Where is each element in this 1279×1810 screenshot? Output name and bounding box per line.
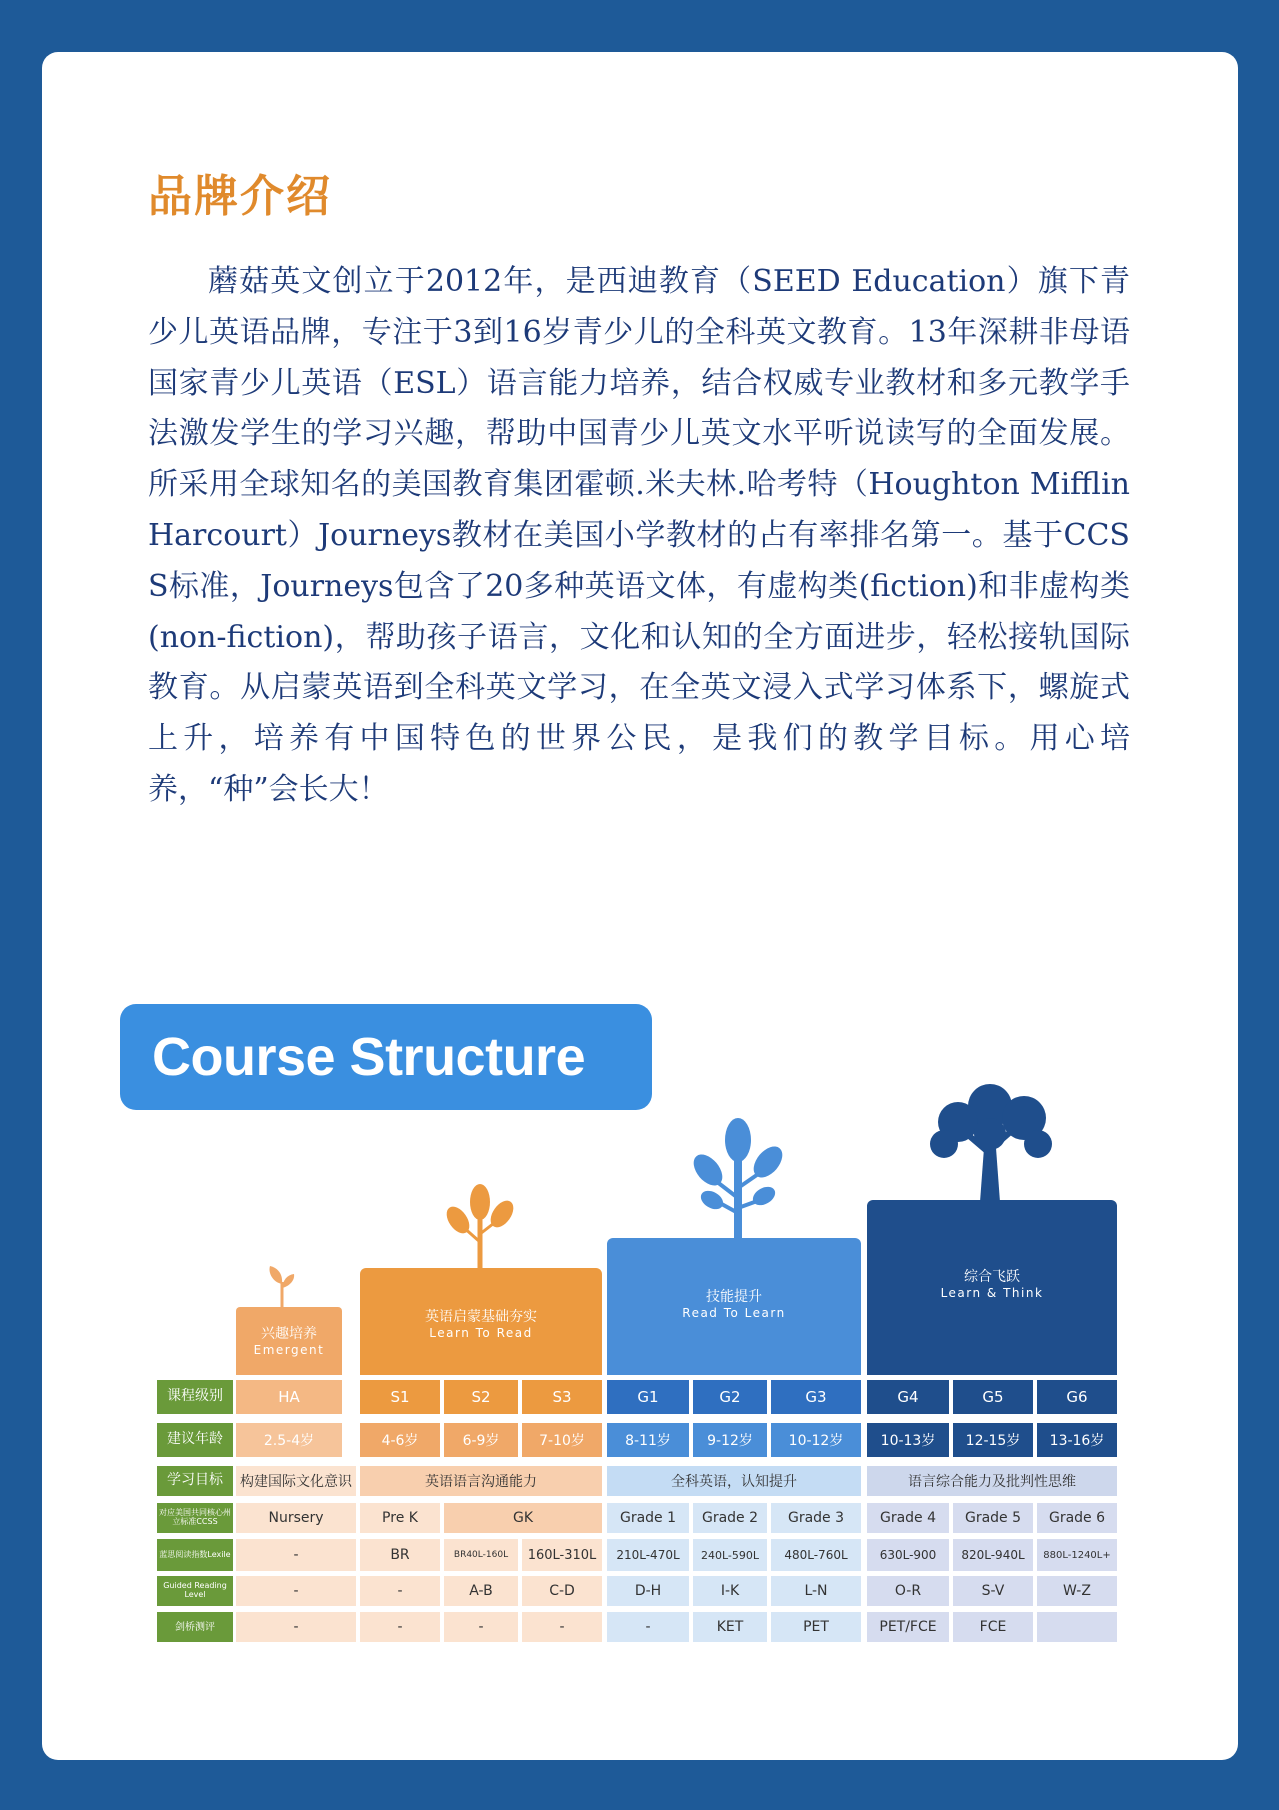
age-cell: 6-9岁 — [444, 1423, 518, 1457]
age-cell: 10-13岁 — [867, 1423, 949, 1457]
lexile-cell: 820L-940L — [953, 1539, 1033, 1571]
row-label-cambridge: 剑桥测评 — [157, 1612, 233, 1642]
cambridge-cell: - — [522, 1612, 602, 1642]
stage-learn-and-think-en: Learn & Think — [940, 1286, 1044, 1300]
lexile-cell: 480L-760L — [771, 1539, 861, 1571]
guided-cell: - — [360, 1576, 440, 1606]
ccss-cell: Grade 6 — [1037, 1503, 1117, 1533]
cambridge-cell — [1037, 1612, 1117, 1642]
cambridge-cell: FCE — [953, 1612, 1033, 1642]
guided-cell: - — [236, 1576, 356, 1606]
age-cell: 4-6岁 — [360, 1423, 440, 1457]
goal-cell: 英语语言沟通能力 — [360, 1466, 602, 1496]
guided-cell: C-D — [522, 1576, 602, 1606]
ccss-cell: Pre K — [360, 1503, 440, 1533]
stage-read-to-learn-en: Read To Learn — [682, 1306, 786, 1320]
guided-cell: I-K — [693, 1576, 767, 1606]
level-cell: G1 — [607, 1380, 689, 1414]
course-structure-heading: Course Structure — [152, 1027, 586, 1087]
ccss-cell: GK — [444, 1503, 602, 1533]
cambridge-cell: PET/FCE — [867, 1612, 949, 1642]
ccss-cell: Grade 2 — [693, 1503, 767, 1533]
lexile-cell: 880L-1240L+ — [1037, 1539, 1117, 1571]
guided-cell: W-Z — [1037, 1576, 1117, 1606]
growing-tree-icon — [690, 1118, 786, 1240]
lexile-cell: BR — [360, 1539, 440, 1571]
stage-learn-to-read-zh: 英语启蒙基础夯实 — [425, 1309, 537, 1325]
ccss-cell: Grade 3 — [771, 1503, 861, 1533]
stage-emergent-zh: 兴趣培养 — [261, 1326, 317, 1342]
lexile-cell: - — [236, 1539, 356, 1571]
stage-emergent — [236, 1307, 342, 1375]
cambridge-cell: - — [360, 1612, 440, 1642]
level-cell: G3 — [771, 1380, 861, 1414]
level-cell: G6 — [1037, 1380, 1117, 1414]
age-cell: 13-16岁 — [1037, 1423, 1117, 1457]
goal-cell: 语言综合能力及批判性思维 — [867, 1466, 1117, 1496]
small-tree-icon — [440, 1182, 520, 1270]
goal-cell: 全科英语，认知提升 — [607, 1466, 861, 1496]
row-label-guided-reading: Guided Reading Level — [157, 1576, 233, 1606]
cambridge-cell: - — [607, 1612, 689, 1642]
brand-title: 品牌介绍 — [148, 171, 332, 222]
lexile-cell: 630L-900 — [867, 1539, 949, 1571]
sprout-icon — [262, 1262, 302, 1308]
ccss-cell: Grade 1 — [607, 1503, 689, 1533]
guided-cell: L-N — [771, 1576, 861, 1606]
level-cell: S1 — [360, 1380, 440, 1414]
ccss-cell: Grade 4 — [867, 1503, 949, 1533]
row-label-ccss: 对应美国共同核心州立标准CCSS — [157, 1503, 233, 1533]
level-cell: S3 — [522, 1380, 602, 1414]
course-structure-badge — [120, 1004, 652, 1110]
stage-learn-to-read — [360, 1268, 602, 1375]
level-cell: G2 — [693, 1380, 767, 1414]
stage-learn-to-read-en: Learn To Read — [429, 1326, 533, 1340]
row-label-level: 课程级别 — [157, 1380, 233, 1414]
age-cell: 9-12岁 — [693, 1423, 767, 1457]
stage-learn-and-think-zh: 综合飞跃 — [964, 1269, 1020, 1285]
age-cell: 2.5-4岁 — [236, 1423, 342, 1457]
lexile-cell: 240L-590L — [693, 1539, 767, 1571]
level-cell: S2 — [444, 1380, 518, 1414]
row-label-goal: 学习目标 — [157, 1466, 233, 1496]
big-tree-icon — [920, 1078, 1060, 1202]
lexile-cell: BR40L-160L — [444, 1539, 518, 1571]
level-cell: G5 — [953, 1380, 1033, 1414]
stage-learn-and-think — [867, 1200, 1117, 1375]
level-cell: G4 — [867, 1380, 949, 1414]
age-cell: 12-15岁 — [953, 1423, 1033, 1457]
age-cell: 8-11岁 — [607, 1423, 689, 1457]
brand-intro-paragraph: 蘑菇英文创立于2012年，是西迪教育（SEED Education）旗下青少儿英语品牌，专注于3到16岁青少儿的全科英文教育。13年深耕非母语国家青少儿英语（ESL）语言能力培养，结合权威专业教材和多元教学手法激发学生的学习兴趣，帮助中国青少儿英文水平听说读写的全面发展。所采用全球知名的美国教育集团霍顿.米夫林.哈考特（Houghton Mifflin Harcourt）Journeys教材在美国小学教材的占有率排名第一。基于CCSS标准，Journeys包含了20多种英语文体，有虚构类(fiction)和非虚构类(non-fiction)，帮助孩子语言，文化和认知的全方面进步，轻松接轨国际教育。从启蒙英语到全科英文学习，在全英文浸入式学习体系下，螺旋式上升，培养有中国特色的世界公民，是我们的教学目标。用心培养，“种”会长大！ — [148, 264, 1130, 807]
stage-read-to-learn-zh: 技能提升 — [706, 1289, 762, 1305]
guided-cell: D-H — [607, 1576, 689, 1606]
age-cell: 7-10岁 — [522, 1423, 602, 1457]
goal-cell: 构建国际文化意识 — [236, 1466, 356, 1496]
cambridge-cell: - — [444, 1612, 518, 1642]
level-cell: HA — [236, 1380, 342, 1414]
lexile-cell: 160L-310L — [522, 1539, 602, 1571]
cambridge-cell: - — [236, 1612, 356, 1642]
ccss-cell: Nursery — [236, 1503, 356, 1533]
ccss-cell: Grade 5 — [953, 1503, 1033, 1533]
cambridge-cell: KET — [693, 1612, 767, 1642]
age-cell: 10-12岁 — [771, 1423, 861, 1457]
lexile-cell: 210L-470L — [607, 1539, 689, 1571]
row-label-age: 建议年龄 — [157, 1423, 233, 1457]
stage-emergent-en: Emergent — [253, 1343, 325, 1357]
stage-read-to-learn — [607, 1238, 861, 1375]
cambridge-cell: PET — [771, 1612, 861, 1642]
row-label-lexile: 蓝思阅读指数Lexile — [157, 1539, 233, 1571]
guided-cell: A-B — [444, 1576, 518, 1606]
guided-cell: O-R — [867, 1576, 949, 1606]
guided-cell: S-V — [953, 1576, 1033, 1606]
